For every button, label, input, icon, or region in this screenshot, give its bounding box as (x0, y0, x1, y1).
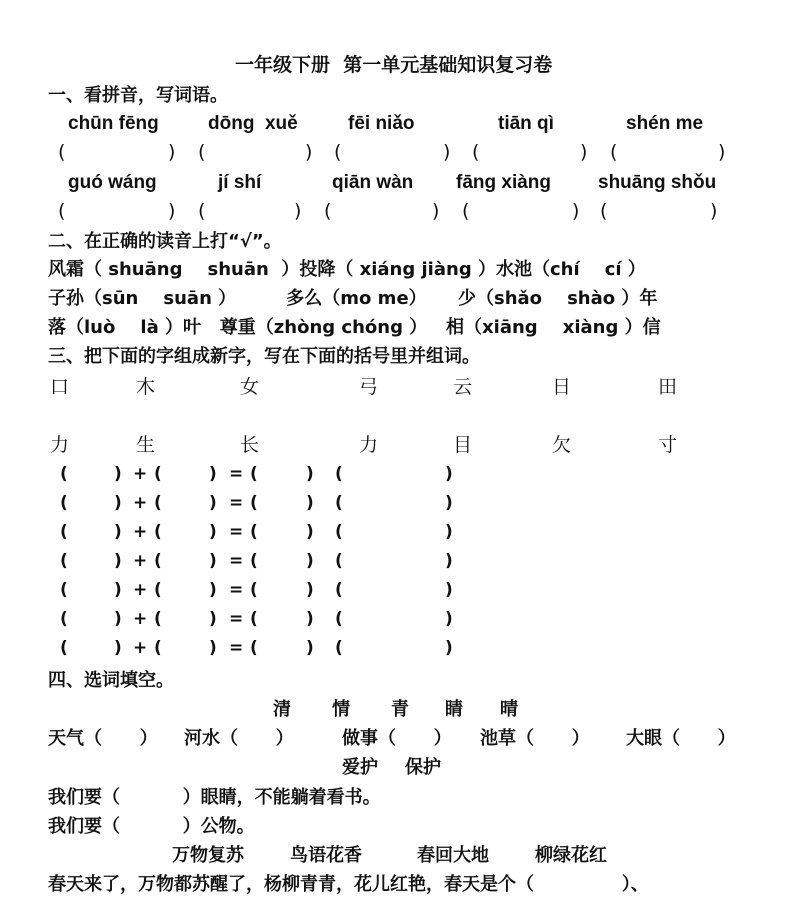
open-paren: ( (600, 200, 608, 222)
open-paren: ( (250, 580, 258, 600)
close-paren: ) (445, 638, 453, 658)
close-paren: ) (209, 551, 217, 571)
equals-sign: = (229, 551, 244, 571)
close-paren: ) (306, 464, 314, 484)
close-paren: ) (209, 638, 217, 658)
component-char: 欠 (552, 434, 572, 456)
close-paren: ) (445, 464, 453, 484)
plus-sign: + (133, 609, 148, 629)
section1-heading: 一、看拼音，写词语。 (48, 85, 228, 106)
section4-heading: 四、选词填空。 (48, 670, 174, 691)
pinyin-item: qiān wàn (332, 172, 414, 193)
open-paren: ( (335, 493, 343, 513)
equation-row (0, 495, 793, 517)
close-paren: ) (294, 200, 302, 222)
close-paren: ) (114, 493, 122, 513)
open-paren: ( (335, 464, 343, 484)
open-paren: ( (60, 638, 68, 658)
pronunciation-line: 风霜（ shuāng shuān ）投降（ xiáng jiàng ）水池（chí cí ） (48, 259, 646, 280)
close-paren: ) (209, 580, 217, 600)
open-paren: ( (154, 580, 162, 600)
section2-heading: 二、在正确的读音上打“√”。 (48, 231, 282, 252)
component-char: 寸 (658, 434, 678, 456)
open-paren: ( (60, 522, 68, 542)
open-paren: ( (154, 522, 162, 542)
close-paren: ) (114, 580, 122, 600)
plus-sign: + (133, 580, 148, 600)
fill-sentence: 我们要（ ）公物。 (48, 816, 255, 837)
close-paren: ) (443, 141, 451, 163)
close-paren: ) (306, 493, 314, 513)
close-paren: ) (168, 200, 176, 222)
close-paren: ) (710, 200, 718, 222)
component-char: 弓 (359, 376, 379, 398)
pinyin-item: dōng xuě (208, 113, 298, 134)
choice-char: 清 (273, 699, 291, 720)
component-char: 云 (453, 376, 473, 398)
close-paren: ) (209, 522, 217, 542)
close-paren: ) (209, 609, 217, 629)
close-paren: ) (432, 200, 440, 222)
open-paren: ( (250, 551, 258, 571)
close-paren: ) (306, 638, 314, 658)
pinyin-item: guó wáng (68, 172, 157, 193)
component-char: 长 (240, 434, 260, 456)
open-paren: ( (250, 638, 258, 658)
equals-sign: = (229, 464, 244, 484)
open-paren: ( (154, 464, 162, 484)
close-paren: ) (114, 464, 122, 484)
component-char: 日 (552, 376, 572, 398)
choice-char: 情 (332, 699, 350, 720)
choice-idiom: 万物复苏 (172, 845, 244, 866)
open-paren: ( (472, 141, 480, 163)
close-paren: ) (445, 493, 453, 513)
pinyin-item: chūn fēng (68, 113, 159, 134)
close-paren: ) (306, 522, 314, 542)
close-paren: ) (306, 609, 314, 629)
choice-char: 青 (391, 699, 409, 720)
close-paren: ) (114, 609, 122, 629)
section3-heading: 三、把下面的字组成新字，写在下面的括号里并组词。 (48, 346, 480, 367)
close-paren: ) (718, 141, 726, 163)
equation-row (0, 524, 793, 546)
pinyin-item: shén me (626, 113, 704, 134)
pinyin-item: tiān qì (498, 113, 554, 134)
plus-sign: + (133, 551, 148, 571)
open-paren: ( (60, 609, 68, 629)
close-paren: ) (572, 200, 580, 222)
open-paren: ( (250, 609, 258, 629)
plus-sign: + (133, 464, 148, 484)
open-paren: ( (335, 551, 343, 571)
close-paren: ) (445, 609, 453, 629)
open-paren: ( (154, 609, 162, 629)
equals-sign: = (229, 522, 244, 542)
equation-row (0, 611, 793, 633)
open-paren: ( (250, 464, 258, 484)
choice-word: 爱护 (342, 757, 378, 778)
close-paren: ) (445, 522, 453, 542)
open-paren: ( (154, 638, 162, 658)
choice-idiom: 柳绿花红 (535, 845, 607, 866)
pronunciation-line: 落（luò là ）叶 尊重（zhòng chóng ） 相（xiāng xiàng ）信 (48, 317, 661, 338)
open-paren: ( (334, 141, 342, 163)
pronunciation-line: 子孙（sūn suān ） 多么（mo me） 少（shǎo shào ）年 (48, 288, 658, 309)
fill-item: 池草（ ） (480, 728, 590, 749)
fill-sentence: 我们要（ ）眼睛，不能躺着看书。 (48, 787, 381, 808)
open-paren: ( (60, 493, 68, 513)
open-paren: ( (58, 141, 66, 163)
component-char: 木 (136, 376, 156, 398)
choice-idiom: 春回大地 (417, 845, 489, 866)
choice-word: 保护 (405, 757, 441, 778)
open-paren: ( (335, 580, 343, 600)
close-paren: ) (168, 141, 176, 163)
open-paren: ( (198, 200, 206, 222)
choice-char: 睛 (445, 699, 463, 720)
close-paren: ) (114, 522, 122, 542)
close-paren: ) (305, 141, 313, 163)
pinyin-item: jí shí (218, 172, 262, 193)
component-char: 力 (359, 434, 379, 456)
equals-sign: = (229, 638, 244, 658)
open-paren: ( (250, 493, 258, 513)
component-char: 口 (50, 376, 70, 398)
close-paren: ) (306, 580, 314, 600)
open-paren: ( (335, 638, 343, 658)
fill-item: 做事（ ） (342, 728, 452, 749)
component-char: 田 (658, 376, 678, 398)
open-paren: ( (60, 580, 68, 600)
page-title: 一年级下册 第一单元基础知识复习卷 (235, 54, 553, 76)
close-paren: ) (209, 493, 217, 513)
fill-item: 河水（ ） (184, 728, 294, 749)
choice-idiom: 鸟语花香 (290, 845, 362, 866)
close-paren: ) (580, 141, 588, 163)
component-char: 生 (136, 434, 156, 456)
equals-sign: = (229, 580, 244, 600)
component-char: 女 (240, 376, 260, 398)
plus-sign: + (133, 493, 148, 513)
open-paren: ( (58, 200, 66, 222)
close-paren: ) (114, 551, 122, 571)
component-char: 目 (453, 434, 473, 456)
pinyin-item: fāng xiàng (456, 172, 552, 193)
equals-sign: = (229, 609, 244, 629)
open-paren: ( (324, 200, 332, 222)
open-paren: ( (250, 522, 258, 542)
close-paren: ) (209, 464, 217, 484)
equation-row (0, 553, 793, 575)
equals-sign: = (229, 493, 244, 513)
open-paren: ( (462, 200, 470, 222)
pinyin-item: shuāng shǒu (598, 172, 717, 193)
fill-item: 天气（ ） (48, 728, 158, 749)
open-paren: ( (335, 522, 343, 542)
component-char: 力 (50, 434, 70, 456)
equation-row (0, 582, 793, 604)
close-paren: ) (114, 638, 122, 658)
plus-sign: + (133, 638, 148, 658)
choice-char: 晴 (500, 699, 518, 720)
open-paren: ( (154, 493, 162, 513)
open-paren: ( (60, 464, 68, 484)
equation-row (0, 640, 793, 662)
open-paren: ( (198, 141, 206, 163)
pinyin-item: fēi niǎo (348, 113, 415, 134)
equation-row (0, 466, 793, 488)
fill-item: 大眼（ ） (626, 728, 736, 749)
plus-sign: + (133, 522, 148, 542)
close-paren: ) (445, 551, 453, 571)
open-paren: ( (335, 609, 343, 629)
close-paren: ) (445, 580, 453, 600)
fill-paragraph: 春天来了，万物都苏醒了，杨柳青青，花儿红艳，春天是个（ ）、 (48, 874, 649, 895)
open-paren: ( (60, 551, 68, 571)
open-paren: ( (154, 551, 162, 571)
close-paren: ) (306, 551, 314, 571)
open-paren: ( (610, 141, 618, 163)
